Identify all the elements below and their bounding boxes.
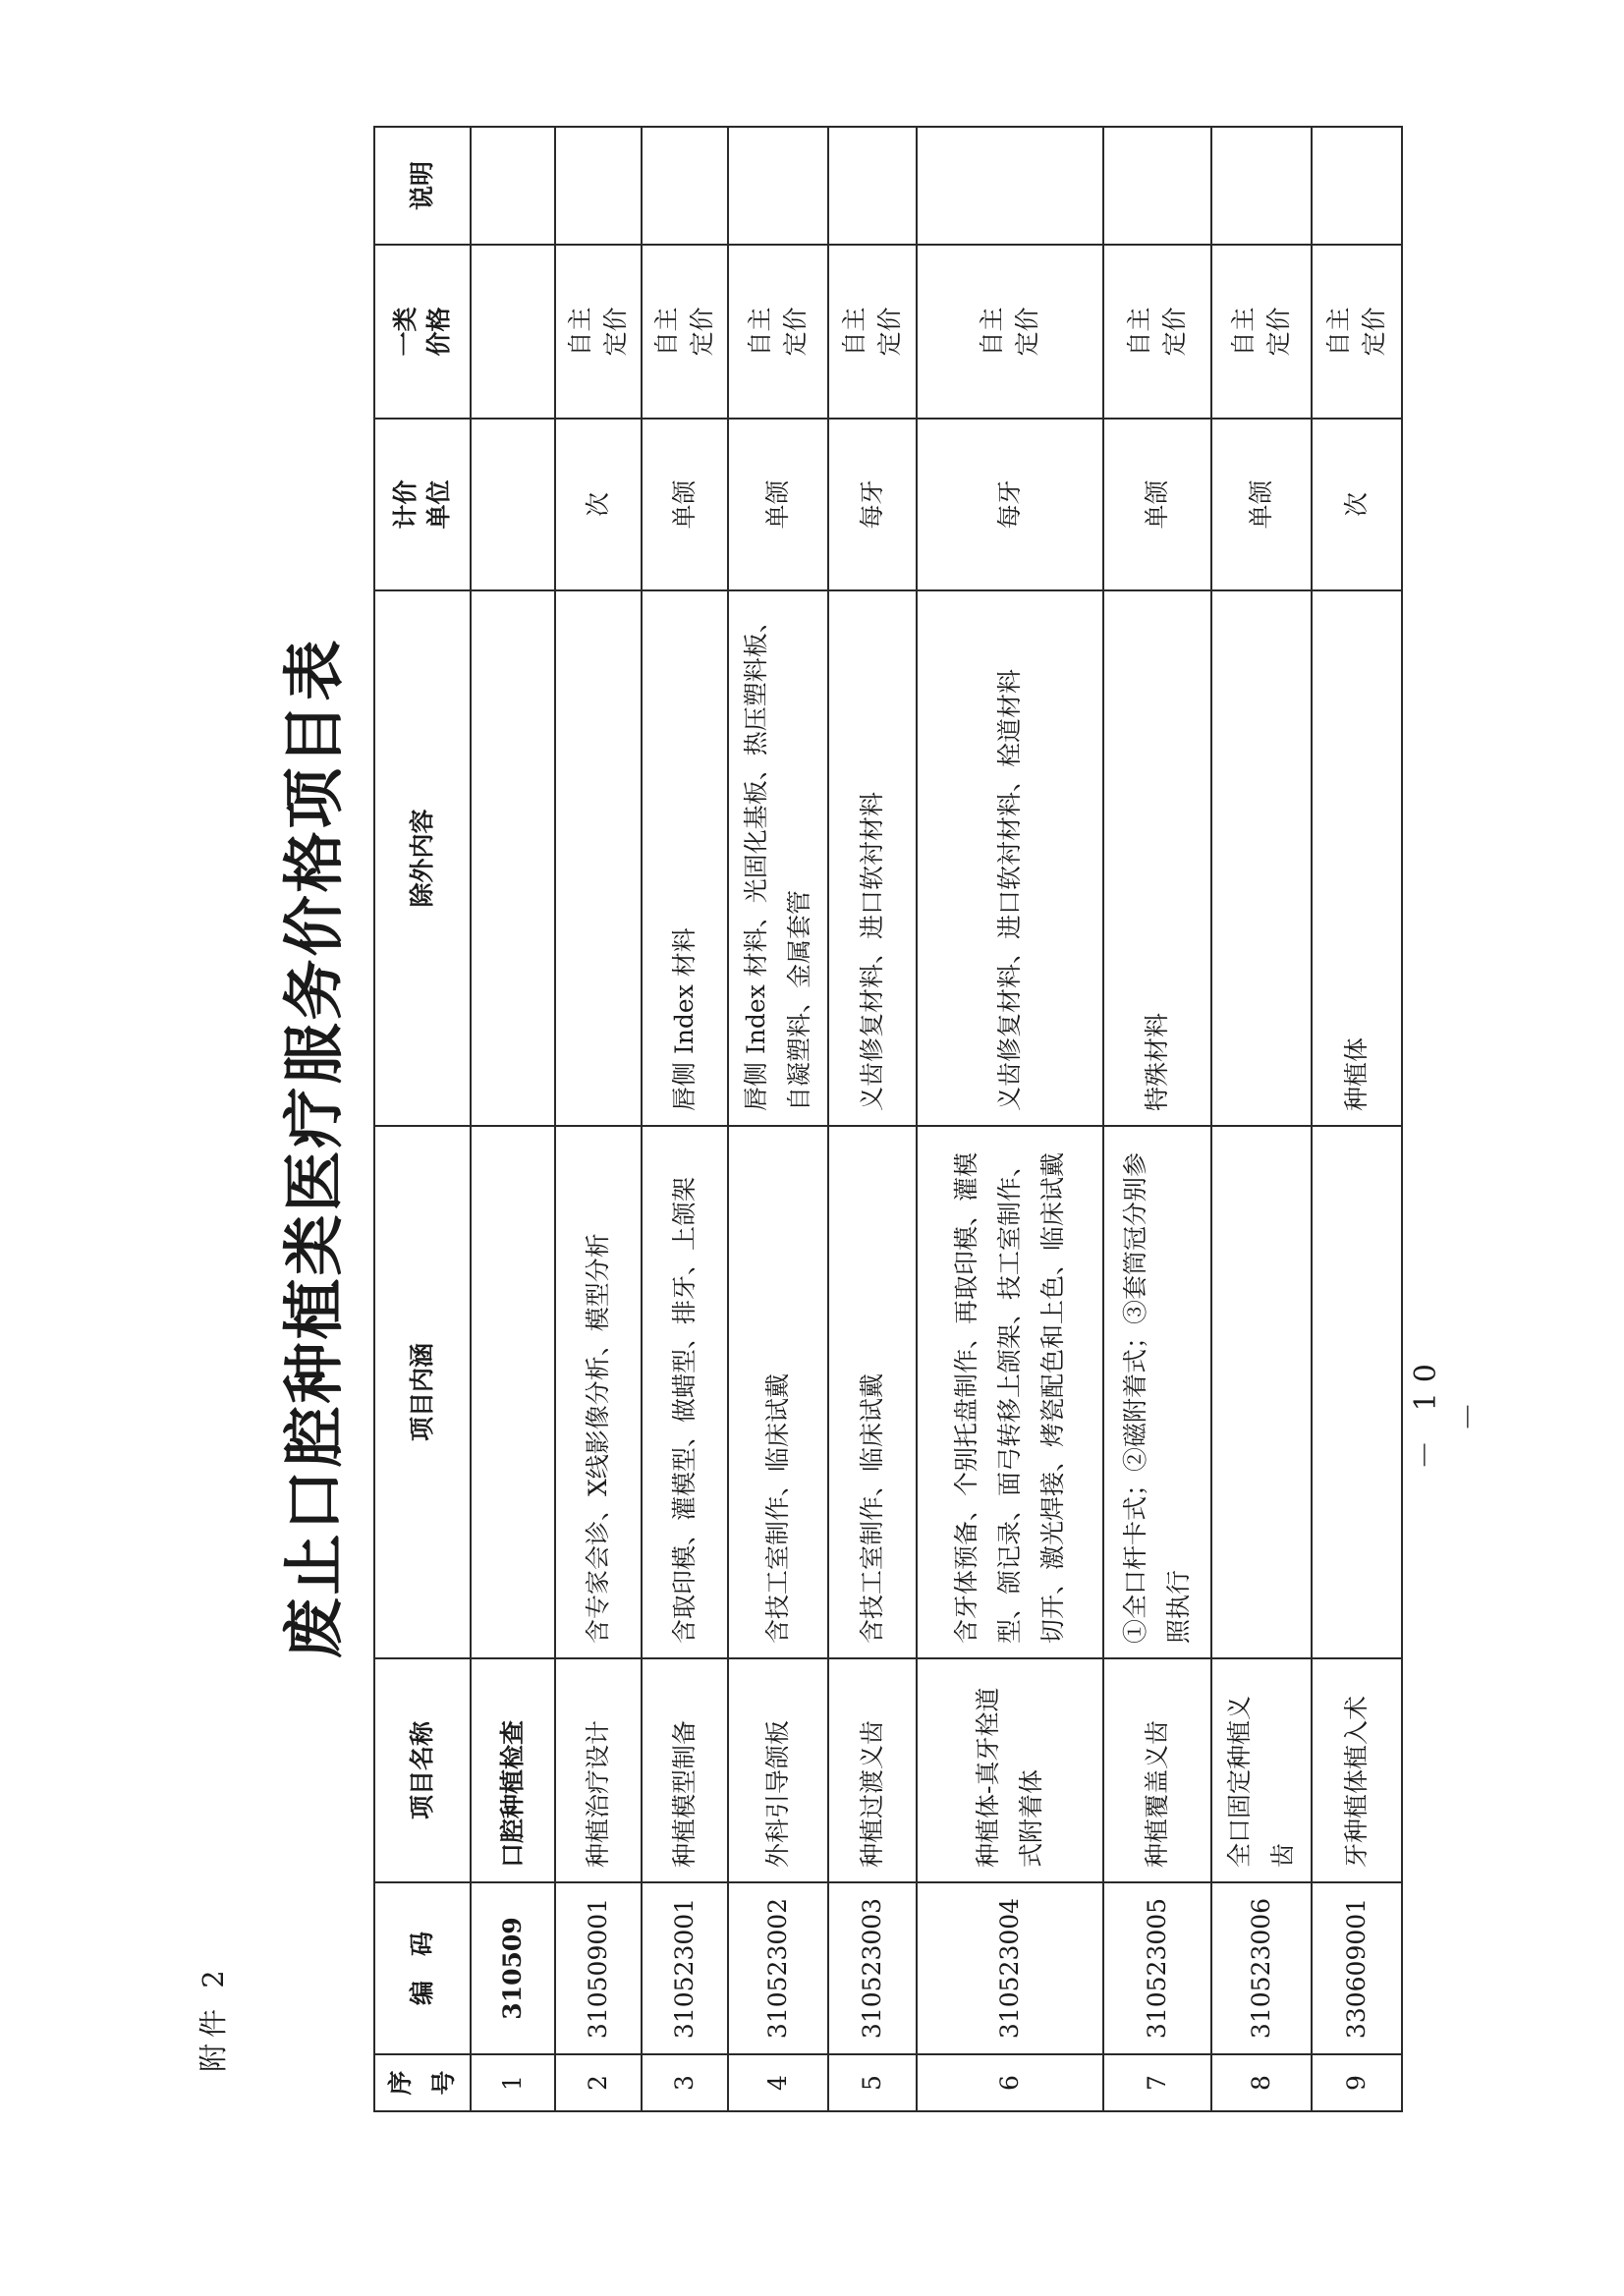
cell-price [555,245,642,419]
cell-unit: 次 [1312,419,1402,590]
cell-unit: 单颌 [1211,419,1312,590]
cell-price-line1: 自主 [652,307,681,357]
cell-name: 种植治疗设计 [555,1658,642,1882]
header-price-line1: 一类 [391,307,420,357]
cell-price-line2: 定价 [781,307,810,357]
cell-price [828,245,917,419]
cell-code: 330609001 [1312,1882,1402,2054]
cell-excluded: 种植体 [1312,590,1402,1126]
cell-note [828,127,917,245]
cell-unit: 单颌 [728,419,828,590]
cell-seq: 3 [642,2054,728,2111]
cell-code: 310523003 [828,1882,917,2054]
cell-price-line1: 自主 [840,307,868,357]
cell-content: 含技工室制作、临床试戴 [828,1126,917,1658]
header-unit-line2: 单位 [424,479,453,530]
cell-note [471,127,555,245]
cell-excluded: 唇侧 Index 材料 [642,590,728,1126]
header-seq: 序号 [374,2054,471,2111]
cell-note [1211,127,1312,245]
page-number: － 10 － [1409,1354,1486,1470]
header-note: 说明 [374,127,471,245]
cell-content: 含技工室制作、临床试戴 [728,1126,828,1658]
header-unit [374,419,471,590]
cell-excluded: 义齿修复材料、进口软衬材料、栓道材料 [917,590,1103,1126]
cell-content [1312,1126,1402,1658]
cell-unit: 每牙 [917,419,1103,590]
cell-price-line2: 定价 [1013,307,1041,357]
attachment-label: 附件 2 [196,1964,230,2072]
cell-name: 口腔种植检查 [471,1658,555,1882]
cell-price [917,245,1103,419]
cell-name: 牙种植体植入术 [1312,1658,1402,1882]
table-header-row [374,127,471,2111]
cell-excluded: 唇侧 Index 材料、光固化基板、热压塑料板、自凝塑料、金属套管 [728,590,828,1126]
cell-unit: 每牙 [828,419,917,590]
cell-seq: 6 [917,2054,1103,2111]
cell-note [917,127,1103,245]
cell-price-line2: 定价 [1360,307,1388,357]
cell-content: 含牙体预备、个别托盘制作、再取印模、灌模型、颌记录、面弓转移上颌架、技工室制作、切开、激光焊接、烤瓷配色和上色、临床试戴 [917,1126,1103,1658]
cell-code: 310523005 [1103,1882,1211,2054]
cell-price-line2: 定价 [1160,307,1189,357]
cell-price-line1: 自主 [1125,307,1153,357]
cell-name: 全口固定种植义齿 [1211,1658,1312,1882]
cell-price-line2: 定价 [601,307,630,357]
cell-excluded [555,590,642,1126]
table-row [471,127,555,2111]
table-row [555,127,642,2111]
cell-seq: 5 [828,2054,917,2111]
cell-unit: 单颌 [1103,419,1211,590]
cell-code: 310509 [471,1882,555,2054]
header-unit-line1: 计价 [391,479,420,530]
cell-excluded: 特殊材料 [1103,590,1211,1126]
cell-note [555,127,642,245]
table-row [1312,127,1402,2111]
cell-note [642,127,728,245]
cell-price-line2: 定价 [875,307,904,357]
cell-price [728,245,828,419]
header-excluded: 除外内容 [374,590,471,1126]
header-content: 项目内涵 [374,1126,471,1658]
cell-price-line1: 自主 [1324,307,1353,357]
table-row [728,127,828,2111]
cell-price-line1: 自主 [978,307,1006,357]
cell-price-line2: 定价 [1264,307,1293,357]
cell-price [642,245,728,419]
cell-name: 种植覆盖义齿 [1103,1658,1211,1882]
cell-excluded [1211,590,1312,1126]
cell-seq: 2 [555,2054,642,2111]
cell-price [1103,245,1211,419]
table-row [1211,127,1312,2111]
cell-name: 种植过渡义齿 [828,1658,917,1882]
cell-content: 含专家会诊、X线影像分析、模型分析 [555,1126,642,1658]
cell-seq: 1 [471,2054,555,2111]
table-row [1103,127,1211,2111]
cell-price [1211,245,1312,419]
cell-code: 310523001 [642,1882,728,2054]
cell-content [471,1126,555,1658]
cell-price-line1: 自主 [566,307,594,357]
cell-note [1312,127,1402,245]
cell-name: 种植体-真牙栓道式附着体 [917,1658,1103,1882]
header-price [374,245,471,419]
cell-name: 种植模型制备 [642,1658,728,1882]
header-price-line2: 价格 [424,307,453,357]
cell-note [728,127,828,245]
page-title: 废止口腔种植类医疗服务价格项目表 [278,637,350,1659]
cell-seq: 9 [1312,2054,1402,2111]
cell-content: 含取印模、灌模型、做蜡型、排牙、上颌架 [642,1126,728,1658]
table-row [917,127,1103,2111]
header-name: 项目名称 [374,1658,471,1882]
cell-code: 310523002 [728,1882,828,2054]
cell-code: 310523004 [917,1882,1103,2054]
cell-price-line1: 自主 [746,307,774,357]
cell-price [1312,245,1402,419]
cell-price-line2: 定价 [688,307,716,357]
cell-code: 310523006 [1211,1882,1312,2054]
cell-content: ①全口杆卡式；②磁附着式；③套筒冠分别参照执行 [1103,1126,1211,1658]
cell-unit: 单颌 [642,419,728,590]
header-code: 编 码 [374,1882,471,2054]
cell-unit: 次 [555,419,642,590]
cell-seq: 4 [728,2054,828,2111]
table-row [642,127,728,2111]
table-row [828,127,917,2111]
cell-unit [471,419,555,590]
cell-name: 外科引导颌板 [728,1658,828,1882]
cell-seq: 7 [1103,2054,1211,2111]
cell-code: 310509001 [555,1882,642,2054]
cell-content [1211,1126,1312,1658]
price-items-table [373,126,1403,2112]
cell-price-line1: 自主 [1229,307,1258,357]
cell-price [471,245,555,419]
cell-seq: 8 [1211,2054,1312,2111]
cell-excluded [471,590,555,1126]
cell-excluded: 义齿修复材料、进口软衬材料 [828,590,917,1126]
cell-note [1103,127,1211,245]
